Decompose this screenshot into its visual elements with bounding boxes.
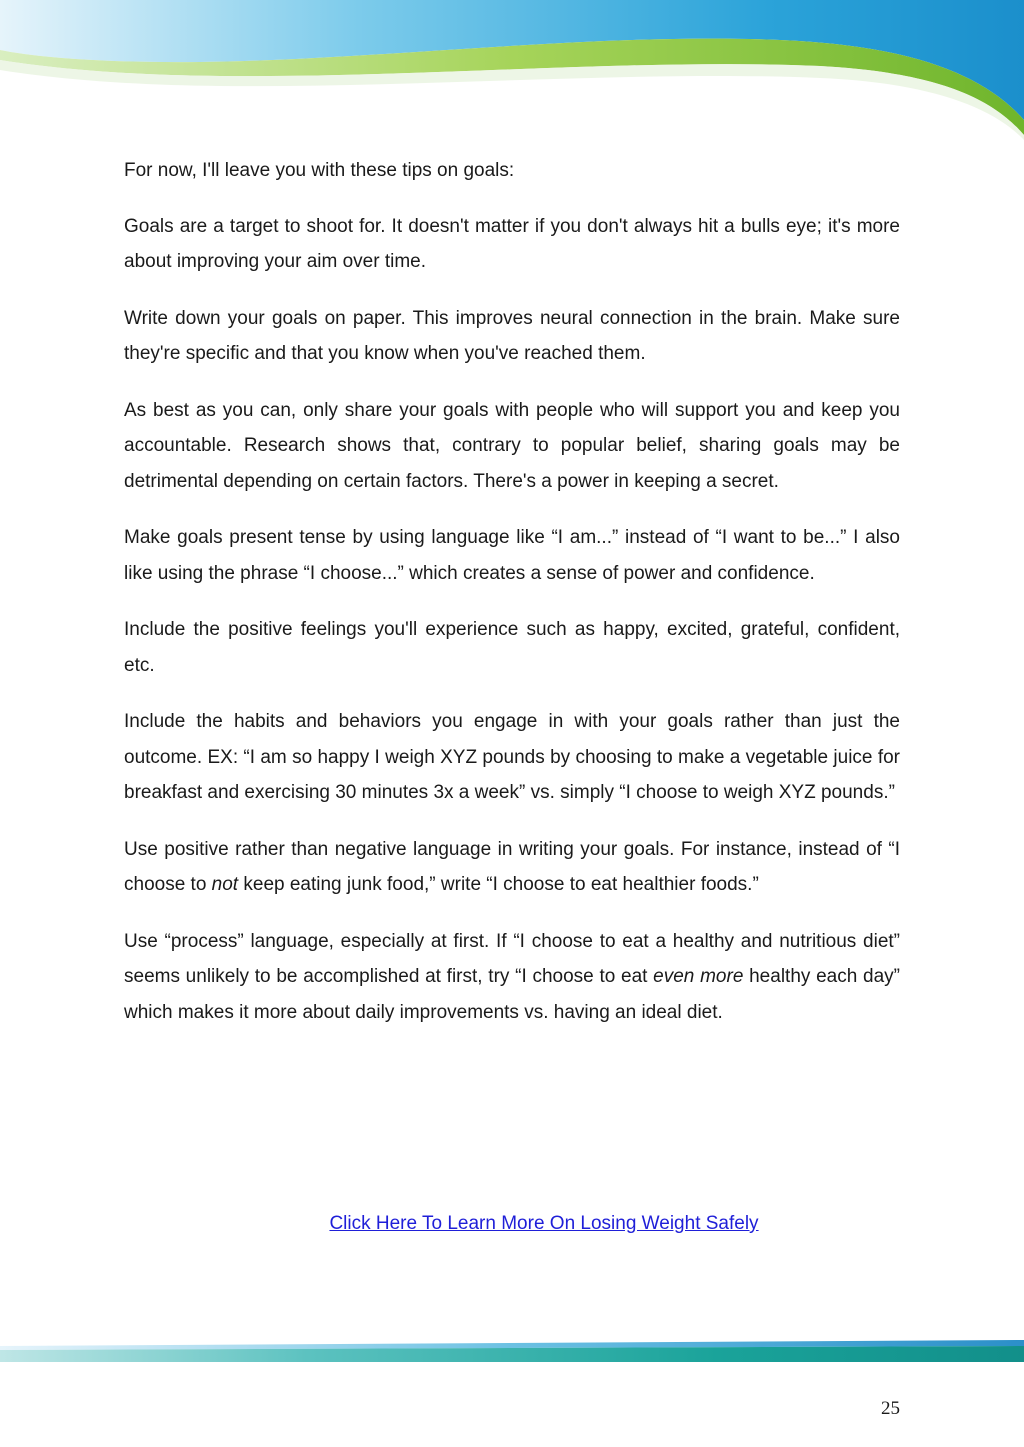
tip-process-language-text-before: Use “process” language, especially at first. If “I choose to eat a healthy and nutritious diet” seems unlikely to be accomplished at first, try “I choose to eat xyxy=(124,930,900,987)
intro-paragraph: For now, I'll leave you with these tips on goals: xyxy=(124,160,515,181)
tip-positive-language-text-before: Use positive rather than negative language in writing your goals. For instance, instead of “I choose to xyxy=(124,838,900,895)
tip-positive-feelings-paragraph: Include the positive feelings you'll experience such as happy, excited, grateful, confident, etc. xyxy=(124,619,900,676)
link-container xyxy=(124,1206,964,1241)
tip-process-language-paragraph xyxy=(124,924,900,1031)
tip-positive-language-text-after: keep eating junk food,” write “I choose to eat healthier foods.” xyxy=(238,874,759,895)
tip-write-down-paragraph: Write down your goals on paper. This improves neural connection in the brain. Make sure they're specific and that you know when you've reached them. xyxy=(124,307,900,364)
tip-process-language-emphasis: even more xyxy=(653,966,744,987)
page-number: 25 xyxy=(881,1398,900,1419)
tip-positive-language-paragraph xyxy=(124,832,900,903)
tip-present-tense-paragraph: Make goals present tense by using language like “I am...” instead of “I want to be...” I also like using the phrase “I choose...” which creates a sense of power and confidence. xyxy=(124,527,900,584)
tip-habits-paragraph: Include the habits and behaviors you engage in with your goals rather than just the outcome. EX: “I am so happy I weigh XYZ pounds by choosing to make a vegetable juice for breakfast and exercising 30 minutes 3x a week” vs. simply “I choose to weigh XYZ pounds.” xyxy=(124,711,900,803)
learn-more-link[interactable]: Click Here To Learn More On Losing Weight Safely xyxy=(329,1213,759,1234)
document-body xyxy=(124,153,900,1051)
header-wave-decoration xyxy=(0,0,1024,140)
tip-aim-paragraph: Goals are a target to shoot for. It doesn't matter if you don't always hit a bulls eye; it's more about improving your aim over time. xyxy=(124,215,900,272)
tip-process-language-text-after: healthy each day” which makes it more about daily improvements vs. having an ideal diet. xyxy=(124,966,900,1023)
tip-share-paragraph: As best as you can, only share your goals with people who will support you and keep you accountable. Research shows that, contrary to popular belief, sharing goals may be detrimental depending on certain factors. There's a power in keeping a secret. xyxy=(124,399,900,492)
tip-positive-language-emphasis: not xyxy=(211,874,239,895)
footer-band-decoration xyxy=(0,1338,1024,1368)
